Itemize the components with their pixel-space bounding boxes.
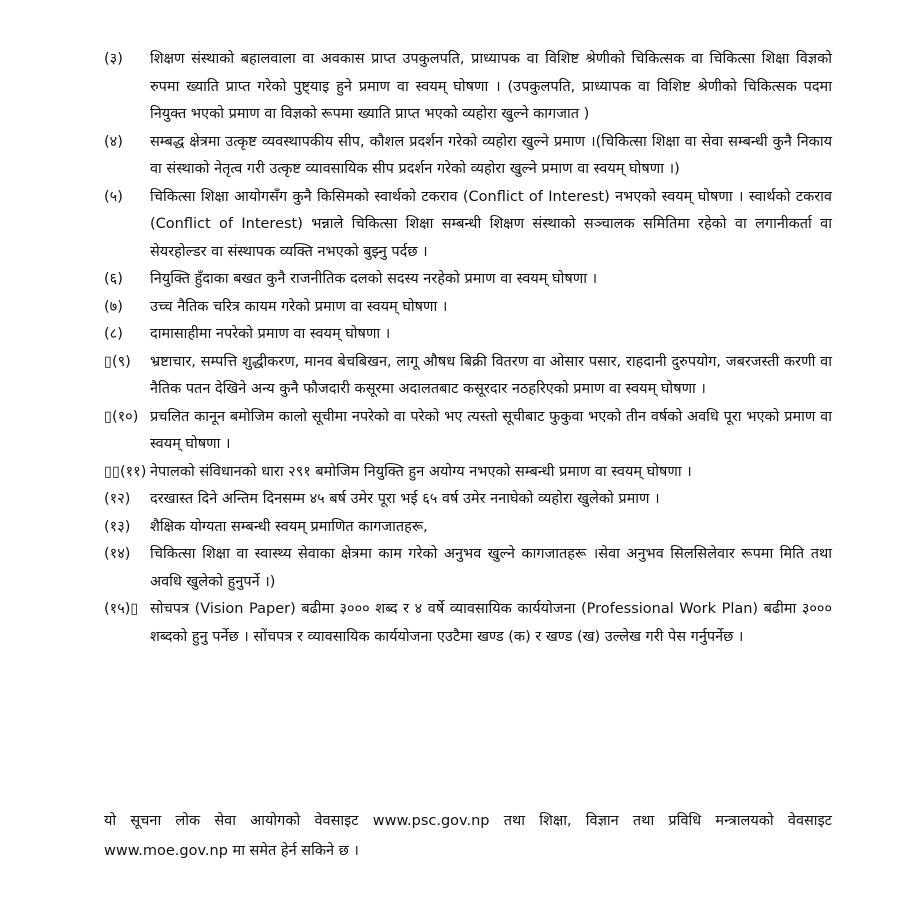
item-text: चिकित्सा शिक्षा आयोगसँग कुनै किसिमको स्वार्थको टकराव (Conflict of Interest) नभएको स्वयम् घोषणा । स्वार्थको टकराव (Conflict of Interest) भन्नाले चिकित्सा शिक्षा सम्बन्धी शिक्षण संस्थाको सञ्चालक समितिमा रहेको वा लगानीकर्ता वा सेयरहोल्डर वा संस्थापक व्यक्ति नभएको बुझ्नु पर्दछ । [150,188,832,260]
item-text: सम्बद्ध क्षेत्रमा उत्कृष्ट व्यवस्थापकीय सीप, कौशल प्रदर्शन गरेको व्यहोरा खुल्ने प्रमाण ।(चिकित्सा शिक्षा वा सेवा सम्बन्धी कुनै निकाय वा संस्थाको नेतृत्व गरी उत्कृष्ट व्यावसायिक सीप प्रदर्शन गरेको व्यहोरा खुल्ने प्रमाण वा स्वयम् घोषणा ।) [150,133,832,177]
requirements-list [104,46,832,651]
list-item [104,321,832,349]
item-number: ▯▯(११) [104,463,147,480]
list-item [104,541,832,596]
item-text: नेपालको संविधानको धारा २९१ बमोजिम नियुक्ति हुन अयोग्य नभएको सम्बन्धी प्रमाण वा स्वयम् घोषणा । [150,463,692,480]
item-text: शिक्षण संस्थाको बहालवाला वा अवकास प्राप्त उपकुलपति, प्राध्यापक वा विशिष्ट श्रेणीको चिकित्सक वा चिकित्सा शिक्षा विज्ञको रुपमा ख्याति प्राप्त गरेको पुष्ट्याइ हुने प्रमाण वा स्वयम् घोषणा । (उपकुलपति, प्राध्यापक वा विशिष्ट श्रेणीको चिकित्सक पदमा नियुक्त भएको प्रमाण वा विज्ञको रूपमा ख्याति प्राप्त भएको व्यहोरा खुल्ने कागजात ) [150,51,832,122]
list-item [104,294,832,322]
item-number: (१३) [104,518,131,535]
list-item [104,46,832,129]
item-text: नियुक्ति हुँदाका बखत कुनै राजनीतिक दलको सदस्य नरहेको प्रमाण वा स्वयम् घोषणा । [150,271,598,287]
item-number: (१५)▯ [104,601,139,617]
website-notice: यो सूचना लोक सेवा आयोगको वेवसाइट www.psc.gov.np तथा शिक्षा, विज्ञान तथा प्रविधि मन्त्रालयको वेवसाइट www.moe.gov.np मा समेत हेर्न सकिने छ । [104,813,832,859]
item-number: ▯(९) [104,353,131,370]
item-text: प्रचलित कानून बमोजिम कालो सूचीमा नपरेको वा परेको भए त्यस्तो सूचीबाट फुकुवा भएको तीन वर्षको अवधि पूरा भएको प्रमाण वा स्वयम् घोषणा । [150,408,832,452]
item-text: दामासाहीमा नपरेको प्रमाण वा स्वयम् घोषणा । [150,326,391,342]
item-number: (१२) [104,491,131,507]
item-number: (५) [104,188,123,205]
item-number: (६) [104,271,123,287]
item-number: (४) [104,133,123,150]
item-text: भ्रष्टाचार, सम्पत्ति शुद्धीकरण, मानव बेचबिखन, लागू औषध बिक्री वितरण वा ओसार पसार, राहदानी दुरुपयोग, जबरजस्ती करणी वा नैतिक पतन देखिने अन्य कुनै फौजदारी कसूरमा अदालतबाट कसूरदार नठहरिएको प्रमाण वा स्वयम् घोषणा । [150,353,832,397]
list-item [104,514,832,542]
item-number: (१४) [104,546,131,562]
list-item [104,266,832,294]
list-item [104,486,832,514]
list-item [104,596,832,651]
list-item [104,459,832,487]
item-text: सोचपत्र (Vision Paper) बढीमा ३००० शब्द र ४ वर्षे व्यावसायिक कार्ययोजना (Professional Work Plan) बढीमा ३००० शब्दको हुनु पर्नेछ । सोंचपत्र र व्यावसायिक कार्ययोजना एउटैमा खण्ड (क) र खण्ड (ख) उल्लेख गरी पेस गर्नुपर्नेछ । [150,601,832,645]
list-item [104,129,832,184]
item-text: दरखास्त दिने अन्तिम दिनसम्म ४५ बर्ष उमेर पूरा भई ६५ वर्ष उमेर ननाघेको व्यहोरा खुलेको प्रमाण । [150,491,660,507]
item-number: (७) [104,298,123,315]
item-number: (३) [104,51,123,67]
item-number: ▯(१०) [104,408,139,425]
list-item [104,184,832,267]
list-item [104,349,832,404]
item-text: शैक्षिक योग्यता सम्बन्धी स्वयम् प्रमाणित कागजातहरू, [150,518,428,535]
item-text: उच्च नैतिक चरित्र कायम गरेको प्रमाण वा स्वयम् घोषणा । [150,298,448,315]
item-number: (८) [104,326,123,342]
list-item [104,404,832,459]
item-text: चिकित्सा शिक्षा वा स्वास्थ्य सेवाका क्षेत्रमा काम गरेको अनुभव खुल्ने कागजातहरू ।सेवा अनुभव सिलसिलेवार रूपमा मिति तथा अवधि खुलेको हुनुपर्ने ।) [150,546,832,590]
